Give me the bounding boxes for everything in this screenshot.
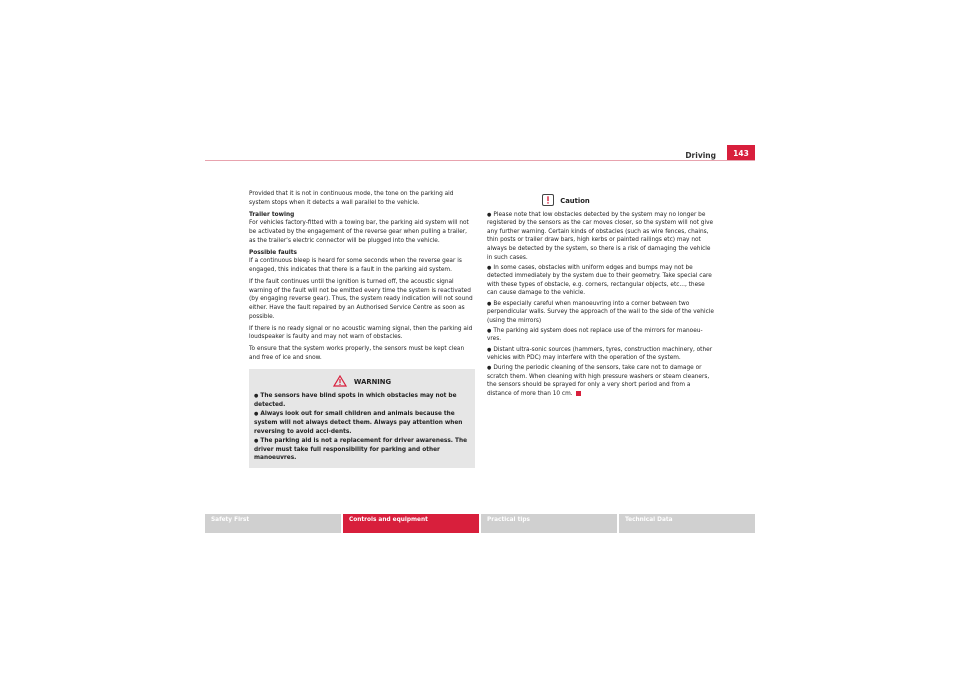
caution-exclamation-icon — [542, 194, 554, 209]
bullet-icon: ● — [254, 411, 259, 418]
section-title: Driving — [685, 151, 716, 160]
warning-item: ● Always look out for small children and animals because the system will not always detect them. Always pay attention when reversing to avoid acci-dents. — [254, 411, 463, 435]
bullet-icon: ● — [254, 438, 259, 445]
bullet-icon: ● — [487, 211, 492, 218]
end-of-section-icon — [576, 391, 581, 396]
footer-tab-safety-first[interactable] — [205, 514, 341, 533]
bullet-icon: ● — [487, 346, 492, 353]
footer-tab-label: Practical tips — [487, 517, 530, 523]
faults-paragraph-3: If there is no ready signal or no acoustic warning signal, then the parking aid loudspeaker is faulty and may not warn of obstacles. — [249, 325, 473, 341]
footer-tab-practical-tips[interactable] — [481, 514, 617, 533]
trailer-towing-heading: Trailer towing — [249, 211, 295, 218]
caution-item: ● Please note that low obstacles detected by the system may no longer be registered by the sensors as the car moves closer, so the system will not give any further warning. Certain kinds of obstacles (such as wire fences, chains, thin posts or trailer draw bars, high kerbs or painted railings etc) may not always be detected by the system, so there is a risk of damaging the vehicle in such cases. — [487, 211, 714, 261]
warning-item: ● The parking aid is not a replacement for driver awareness. The driver must take full responsibility for parking and other manoeuvres. — [254, 438, 468, 462]
right-column — [487, 194, 715, 400]
left-column — [249, 190, 475, 468]
warning-title: WARNING — [353, 377, 392, 386]
page-number: 143 — [733, 148, 749, 158]
intro-paragraph: Provided that it is not in continuous mode, the tone on the parking aid system stops when it detects a wall parallel to the vehicle. — [249, 191, 454, 206]
bullet-icon: ● — [487, 264, 492, 271]
bullet-icon: ● — [487, 365, 492, 372]
warning-triangle-icon — [333, 375, 347, 390]
page-number-badge — [727, 145, 755, 161]
bullet-icon: ● — [487, 327, 492, 334]
caution-title: Caution — [560, 197, 590, 205]
header-divider — [205, 160, 755, 161]
footer-tab-controls-and-equipment[interactable] — [343, 514, 479, 533]
caution-item: ● In some cases, obstacles with uniform edges and bumps may not be detected immediately by the system due to their geometry. Take special care with these types of obstacle, e.g. corners, rectangular objects, etc..., these can cause damage to the vehicle. — [487, 264, 712, 297]
caution-item: ● Be especially careful when manoeuvring into a corner between two perpendicular walls. Survey the approach of the wall to the side of the vehicle (using the mirrors) — [487, 300, 714, 324]
warning-item: ● The sensors have blind spots in which obstacles may not be detected. — [254, 393, 457, 408]
footer-tab-label: Controls and equipment — [349, 517, 428, 523]
caution-item: ● During the periodic cleaning of the sensors, take care not to damage or scratch them. When cleaning with high pressure washers or steam cleaners, the sensors should be sprayed for only a very short period and from a distance of more than 10 cm. — [487, 365, 710, 397]
warning-box — [249, 369, 475, 468]
footer-tab-technical-data[interactable] — [619, 514, 755, 533]
warning-header — [254, 375, 470, 390]
caution-header — [487, 194, 715, 209]
faults-paragraph-4: To ensure that the system works properly, the sensors must be kept clean and free of ice and snow. — [249, 346, 465, 362]
faults-paragraph-1: If a continuous bleep is heard for some seconds when the reverse gear is engaged, this indicates that there is a fault in the parking aid system. — [249, 258, 462, 273]
trailer-towing-paragraph: For vehicles factory-fitted with a towing bar, the parking aid system will not be activated by the engagement of the reverse gear when pulling a trailer, as the trailer’s electric connector will be plugged into the vehicle. — [249, 220, 469, 244]
caution-box — [487, 194, 715, 399]
footer-tab-label: Safety First — [211, 517, 250, 523]
caution-item: ● The parking aid system does not replace use of the mirrors for manoeu-vres. — [487, 327, 703, 343]
bullet-icon: ● — [254, 393, 259, 400]
possible-faults-heading: Possible faults — [249, 249, 297, 256]
faults-paragraph-2: If the fault continues until the ignition is turned off, the acoustic signal warning of the fault will not be emitted every time the system is reactivated (by engaging reverse gear). Thus, the system ready indication will not sound either. Have the fault repaired by an Authorised Service Centre as soon as possible. — [249, 279, 473, 320]
footer-tab-label: Technical Data — [625, 517, 673, 523]
caution-item: ● Distant ultra-sonic sources (hammers, tyres, construction machinery, other vehicles with PDC) may interfere with the operation of the system. — [487, 346, 713, 362]
bullet-icon: ● — [487, 300, 492, 307]
